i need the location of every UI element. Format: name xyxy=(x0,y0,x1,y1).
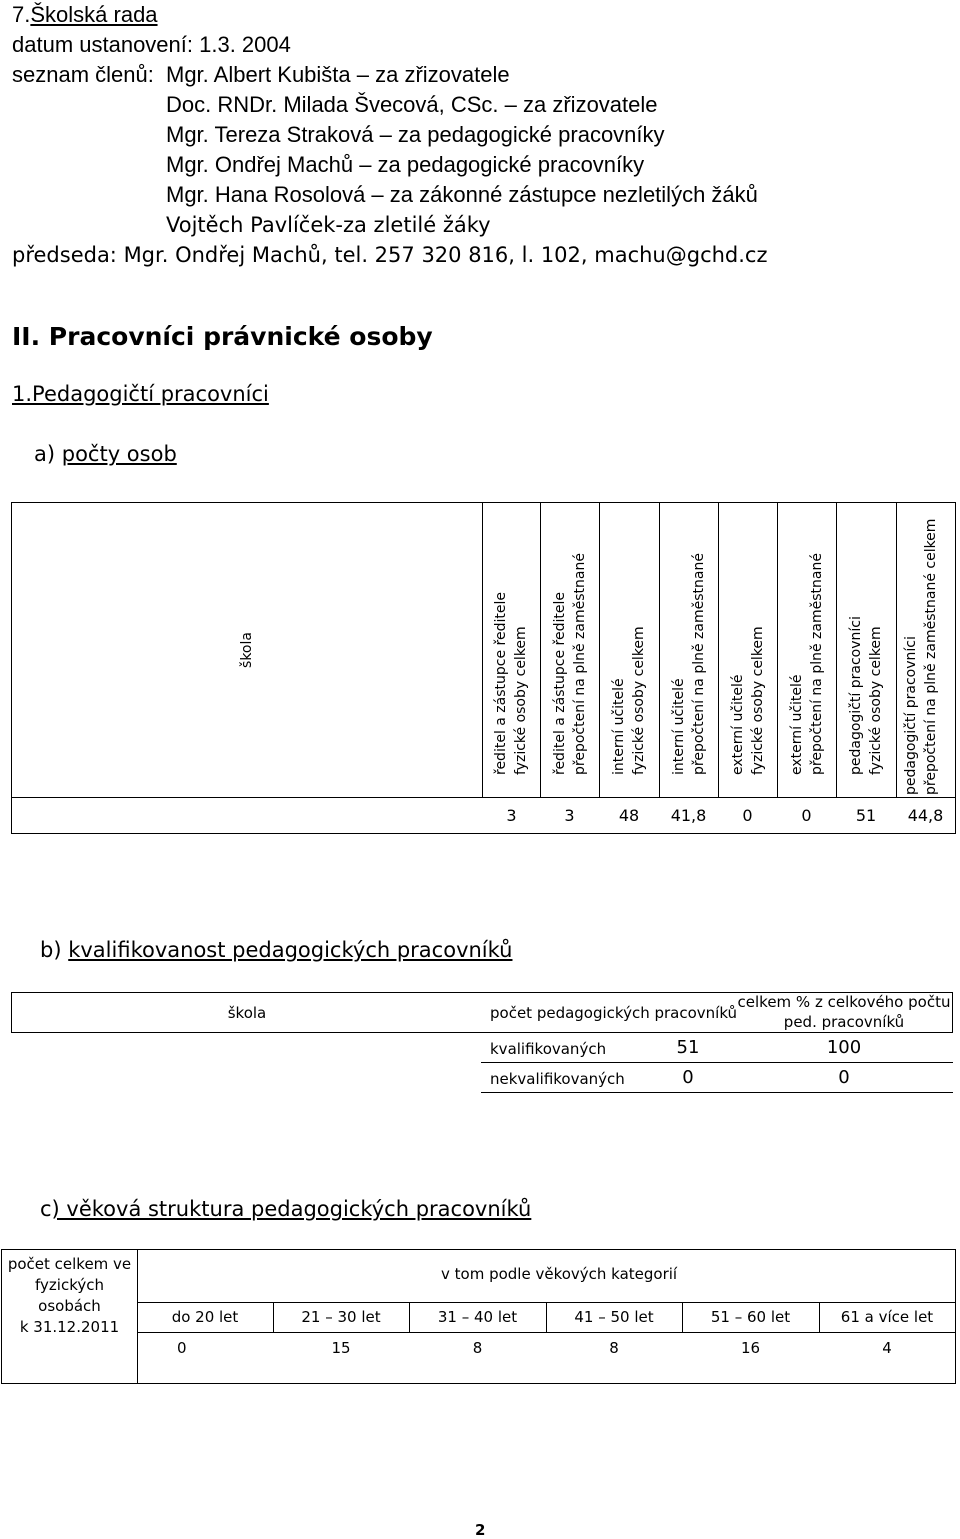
member-3: Mgr. Tereza Straková – za pedagogické pracovníky xyxy=(166,122,665,147)
unqualified-pct: 0 xyxy=(838,1067,850,1088)
col-header-external-fte-l1: externí učitelé xyxy=(789,674,805,775)
section-7-heading xyxy=(12,0,158,30)
section-7-number: 7. xyxy=(12,2,31,27)
col-header-director-physical-l2: fyzické osoby celkem xyxy=(513,626,529,775)
subsection-b-heading xyxy=(40,938,512,962)
unqualified-label: nekvalifikovaných xyxy=(490,1070,625,1088)
subsection-b-prefix: b) xyxy=(40,938,62,962)
value-internal-physical: 48 xyxy=(618,806,640,825)
col-header-external-physical-l1: externí učitelé xyxy=(730,674,746,775)
page-number: 2 xyxy=(475,1521,486,1539)
col-header-director-fte-l1: ředitel a zástupce ředitele xyxy=(552,592,568,775)
unqualified-count: 0 xyxy=(682,1067,694,1088)
qualified-count: 51 xyxy=(676,1037,700,1058)
table-a-school-header: škola xyxy=(239,632,255,668)
members-prefix: seznam členů: xyxy=(12,62,154,87)
age-value-51-60: 16 xyxy=(740,1339,761,1357)
age-value-21-30: 15 xyxy=(331,1339,351,1357)
age-cat-41-50: 41 – 50 let xyxy=(574,1308,654,1326)
subsection-c-heading xyxy=(40,1197,531,1221)
total-header-l2: fyzických xyxy=(35,1276,104,1294)
age-group-header: v tom podle věkových kategorií xyxy=(441,1265,678,1283)
member-5: Mgr. Hana Rosolová – za zákonné zástupce nezletilých žáků xyxy=(166,182,758,207)
founded-date: datum ustanovení: 1.3. 2004 xyxy=(12,32,291,57)
col-header-internal-physical xyxy=(609,525,649,775)
age-value-31-40: 8 xyxy=(472,1339,483,1357)
col-header-external-physical-l2: fyzické osoby celkem xyxy=(750,626,766,775)
age-cat-61-plus: 61 a více let xyxy=(840,1308,934,1326)
col-header-pedagogical-physical-l2: fyzické osoby celkem xyxy=(868,626,884,775)
member-6: Vojtěch Pavlíček-za zletilé žáky xyxy=(166,213,491,237)
qualified-label: kvalifikovaných xyxy=(490,1040,607,1058)
value-external-physical: 0 xyxy=(742,806,753,825)
pedagogical-staff-heading: 1.Pedagogičtí pracovníci xyxy=(12,382,269,406)
col-header-internal-fte-l1: interní učitelé xyxy=(671,678,687,775)
total-header xyxy=(2,1254,137,1338)
section-2-heading: II. Pracovníci právnické osoby xyxy=(12,322,433,351)
subsection-c-title: ) věková struktura pedagogických pracovníků xyxy=(51,1197,532,1221)
col-header-internal-fte xyxy=(669,525,709,775)
col-header-director-fte xyxy=(550,525,590,775)
age-cat-21-30: 21 – 30 let xyxy=(301,1308,381,1326)
col-header-director-fte-l2: přepočtení na plně zaměstnané xyxy=(572,553,588,775)
age-cat-51-60: 51 – 60 let xyxy=(710,1308,791,1326)
table-b-pct-header-l1: celkem % z celkového počtu xyxy=(737,993,951,1011)
age-value-61-plus: 4 xyxy=(882,1339,892,1357)
total-header-l1: počet celkem ve xyxy=(7,1255,132,1273)
subsection-a-prefix: a) xyxy=(34,442,56,466)
section-7-title: Školská rada xyxy=(30,2,158,27)
member-2: Doc. RNDr. Milada Švecová, CSc. – za zřizovatele xyxy=(166,92,658,117)
col-header-director-physical-l1: ředitel a zástupce ředitele xyxy=(493,592,509,775)
col-header-director-physical xyxy=(491,525,531,775)
member-4: Mgr. Ondřej Machů – za pedagogické pracovníky xyxy=(166,152,645,177)
age-value-under-20: 0 xyxy=(177,1339,187,1357)
value-director-fte: 3 xyxy=(564,806,575,825)
col-header-pedagogical-fte xyxy=(901,505,941,795)
value-internal-fte: 41,8 xyxy=(670,806,707,825)
subsection-c-prefix: c xyxy=(40,1197,52,1221)
value-pedagogical-fte: 44,8 xyxy=(907,806,944,825)
col-header-external-fte-l2: přepočtení na plně zaměstnané xyxy=(809,553,825,775)
age-cat-under-20: do 20 let xyxy=(171,1308,239,1326)
value-external-fte: 0 xyxy=(801,806,812,825)
qualified-pct: 100 xyxy=(826,1037,862,1058)
col-header-external-fte xyxy=(787,525,827,775)
total-header-l3: osobách xyxy=(38,1297,101,1315)
total-header-l4: k 31.12.2011 xyxy=(19,1318,120,1336)
col-header-pedagogical-physical xyxy=(846,525,886,775)
member-1: Mgr. Albert Kubišta – za zřizovatele xyxy=(166,62,510,87)
table-b-count-header: počet pedagogických pracovníků xyxy=(490,1004,738,1022)
col-header-pedagogical-fte-l2: přepočtení na plně zaměstnané celkem xyxy=(923,518,939,795)
value-director-physical: 3 xyxy=(506,806,517,825)
table-b-school-header: škola xyxy=(227,1004,267,1022)
col-header-internal-physical-l1: interní učitelé xyxy=(611,678,627,775)
subsection-b-title: kvalifikovanost pedagogických pracovníků xyxy=(68,938,513,962)
col-header-pedagogical-physical-l1: pedagogičtí pracovníci xyxy=(848,616,864,775)
col-header-internal-fte-l2: přepočtení na plně zaměstnané xyxy=(691,553,707,775)
age-value-41-50: 8 xyxy=(609,1339,619,1357)
col-header-pedagogical-fte-l1: pedagogičtí pracovníci xyxy=(903,636,919,795)
col-header-external-physical xyxy=(728,525,768,775)
subsection-a-title: počty osob xyxy=(61,442,177,466)
subsection-a-heading xyxy=(34,442,177,466)
table-b-pct-header-l2: ped. pracovníků xyxy=(783,1013,905,1031)
value-pedagogical-physical: 51 xyxy=(855,806,877,825)
chair-info: předseda: Mgr. Ondřej Machů, tel. 257 320 816, l. 102, machu@gchd.cz xyxy=(12,243,768,267)
col-header-internal-physical-l2: fyzické osoby celkem xyxy=(631,626,647,775)
age-cat-31-40: 31 – 40 let xyxy=(437,1308,518,1326)
